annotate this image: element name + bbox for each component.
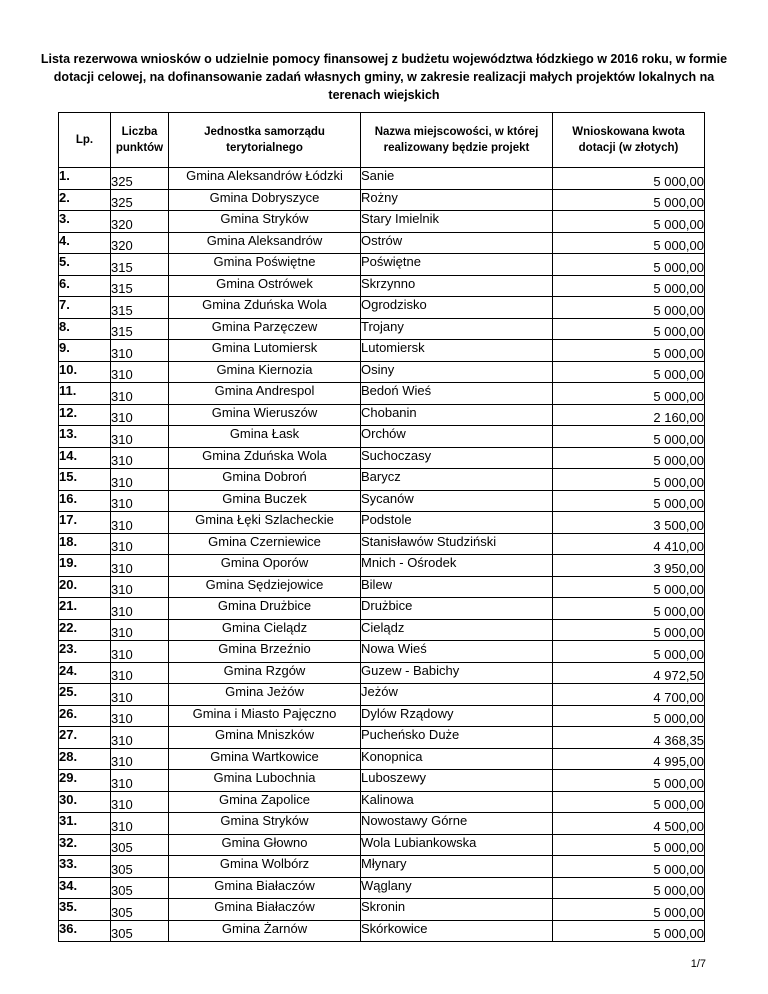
row-lp: 17. [59,512,111,534]
row-amount: 3 500,00 [553,512,705,534]
row-town: Skrzynno [361,275,553,297]
row-amount: 5 000,00 [553,791,705,813]
row-points: 310 [111,791,169,813]
table-row [59,813,705,835]
row-amount: 4 995,00 [553,748,705,770]
row-points: 310 [111,512,169,534]
row-unit: Gmina Brzeźnio [169,641,361,663]
row-points: 320 [111,211,169,233]
row-town: Skronin [361,899,553,921]
row-town: Chobanin [361,404,553,426]
row-lp: 19. [59,555,111,577]
row-town: Barycz [361,469,553,491]
row-lp: 10. [59,361,111,383]
table-row [59,232,705,254]
table-row [59,512,705,534]
row-unit: Gmina Zduńska Wola [169,297,361,319]
row-town: Orchów [361,426,553,448]
row-amount: 2 160,00 [553,404,705,426]
row-amount: 5 000,00 [553,211,705,233]
row-lp: 6. [59,275,111,297]
row-amount: 5 000,00 [553,877,705,899]
row-points: 310 [111,598,169,620]
table-row [59,168,705,190]
row-lp: 34. [59,877,111,899]
row-unit: Gmina Oporów [169,555,361,577]
table-row [59,791,705,813]
table-row [59,340,705,362]
table-row [59,641,705,663]
row-town: Kalinowa [361,791,553,813]
row-points: 305 [111,856,169,878]
table-row [59,748,705,770]
row-points: 315 [111,297,169,319]
row-town: Trojany [361,318,553,340]
row-town: Sanie [361,168,553,190]
row-points: 310 [111,533,169,555]
row-amount: 5 000,00 [553,426,705,448]
row-unit: Gmina Rzgów [169,662,361,684]
table-row [59,469,705,491]
row-unit: Gmina Wartkowice [169,748,361,770]
table-row [59,275,705,297]
row-town: Konopnica [361,748,553,770]
row-amount: 5 000,00 [553,168,705,190]
row-points: 305 [111,920,169,942]
header-lp: Lp. [59,113,111,168]
row-amount: 5 000,00 [553,834,705,856]
row-points: 310 [111,813,169,835]
row-town: Młynary [361,856,553,878]
row-points: 305 [111,899,169,921]
table-row [59,877,705,899]
row-unit: Gmina Andrespol [169,383,361,405]
table-row [59,899,705,921]
row-amount: 5 000,00 [553,318,705,340]
row-town: Lutomiersk [361,340,553,362]
row-points: 310 [111,404,169,426]
row-points: 320 [111,232,169,254]
table-row [59,533,705,555]
row-amount: 5 000,00 [553,490,705,512]
row-amount: 5 000,00 [553,189,705,211]
table-row [59,662,705,684]
table-row [59,705,705,727]
row-town: Nowostawy Górne [361,813,553,835]
row-lp: 3. [59,211,111,233]
row-points: 310 [111,727,169,749]
row-unit: Gmina Zapolice [169,791,361,813]
row-points: 315 [111,275,169,297]
row-unit: Gmina Kiernozia [169,361,361,383]
row-lp: 12. [59,404,111,426]
row-amount: 5 000,00 [553,619,705,641]
row-town: Jeżów [361,684,553,706]
table-row [59,318,705,340]
table-body [59,168,705,942]
row-points: 310 [111,555,169,577]
table-row [59,447,705,469]
row-lp: 22. [59,619,111,641]
row-unit: Gmina Żarnów [169,920,361,942]
row-unit: Gmina Jeżów [169,684,361,706]
row-town: Suchoczasy [361,447,553,469]
row-town: Drużbice [361,598,553,620]
row-lp: 32. [59,834,111,856]
row-lp: 14. [59,447,111,469]
row-unit: Gmina Łask [169,426,361,448]
row-unit: Gmina Sędziejowice [169,576,361,598]
row-amount: 4 500,00 [553,813,705,835]
row-town: Sycanów [361,490,553,512]
row-lp: 33. [59,856,111,878]
row-unit: Gmina Czerniewice [169,533,361,555]
row-points: 310 [111,705,169,727]
header-amount: Wnioskowana kwota dotacji (w złotych) [553,113,705,168]
row-points: 310 [111,340,169,362]
row-amount: 5 000,00 [553,899,705,921]
row-town: Podstole [361,512,553,534]
row-town: Osiny [361,361,553,383]
row-lp: 4. [59,232,111,254]
row-lp: 11. [59,383,111,405]
row-points: 310 [111,641,169,663]
row-unit: Gmina Lubochnia [169,770,361,792]
table-row [59,598,705,620]
reserve-list-table [58,112,705,942]
row-lp: 31. [59,813,111,835]
row-amount: 4 410,00 [553,533,705,555]
row-points: 310 [111,447,169,469]
row-amount: 4 972,50 [553,662,705,684]
row-town: Skórkowice [361,920,553,942]
row-points: 325 [111,189,169,211]
row-unit: Gmina Białaczów [169,899,361,921]
row-amount: 5 000,00 [553,576,705,598]
row-town: Bilew [361,576,553,598]
row-unit: Gmina Łęki Szlacheckie [169,512,361,534]
row-lp: 15. [59,469,111,491]
row-amount: 5 000,00 [553,275,705,297]
row-town: Rożny [361,189,553,211]
row-town: Stanisławów Studziński [361,533,553,555]
row-unit: Gmina Mniszków [169,727,361,749]
table-row [59,555,705,577]
row-lp: 28. [59,748,111,770]
row-lp: 7. [59,297,111,319]
row-amount: 5 000,00 [553,770,705,792]
row-points: 310 [111,490,169,512]
row-lp: 36. [59,920,111,942]
row-town: Pucheńsko Duże [361,727,553,749]
row-amount: 5 000,00 [553,383,705,405]
row-lp: 21. [59,598,111,620]
row-town: Dylów Rządowy [361,705,553,727]
row-unit: Gmina Cielądz [169,619,361,641]
row-amount: 5 000,00 [553,297,705,319]
row-lp: 13. [59,426,111,448]
row-amount: 5 000,00 [553,361,705,383]
row-town: Luboszewy [361,770,553,792]
row-amount: 3 950,00 [553,555,705,577]
table-row [59,404,705,426]
row-amount: 5 000,00 [553,254,705,276]
row-unit: Gmina Stryków [169,813,361,835]
row-lp: 29. [59,770,111,792]
row-amount: 5 000,00 [553,598,705,620]
page-number: 1/7 [690,958,706,970]
table-row [59,856,705,878]
row-amount: 4 700,00 [553,684,705,706]
row-points: 305 [111,834,169,856]
table-row [59,189,705,211]
row-town: Guzew - Babichy [361,662,553,684]
row-amount: 5 000,00 [553,469,705,491]
row-amount: 5 000,00 [553,856,705,878]
row-points: 310 [111,576,169,598]
row-lp: 8. [59,318,111,340]
row-unit: Gmina Zduńska Wola [169,447,361,469]
row-lp: 24. [59,662,111,684]
table-row [59,684,705,706]
row-unit: Gmina Białaczów [169,877,361,899]
row-town: Mnich - Ośrodek [361,555,553,577]
row-unit: Gmina Lutomiersk [169,340,361,362]
row-town: Ogrodzisko [361,297,553,319]
row-unit: Gmina Wieruszów [169,404,361,426]
row-unit: Gmina Drużbice [169,598,361,620]
row-lp: 5. [59,254,111,276]
row-unit: Gmina Buczek [169,490,361,512]
table-row [59,770,705,792]
row-points: 310 [111,684,169,706]
row-points: 310 [111,748,169,770]
row-amount: 5 000,00 [553,705,705,727]
row-points: 315 [111,318,169,340]
row-unit: Gmina Aleksandrów [169,232,361,254]
row-lp: 20. [59,576,111,598]
row-unit: Gmina Aleksandrów Łódzki [169,168,361,190]
row-lp: 18. [59,533,111,555]
row-lp: 27. [59,727,111,749]
row-amount: 5 000,00 [553,232,705,254]
row-unit: Gmina Dobroń [169,469,361,491]
table-row [59,254,705,276]
row-points: 310 [111,426,169,448]
table-row [59,383,705,405]
header-unit: Jednostka samorządu terytorialnego [169,113,361,168]
header-points: Liczba punktów [111,113,169,168]
table-row [59,920,705,942]
table-row [59,576,705,598]
table-row [59,727,705,749]
row-town: Stary Imielnik [361,211,553,233]
row-lp: 35. [59,899,111,921]
row-unit: Gmina Głowno [169,834,361,856]
row-amount: 5 000,00 [553,447,705,469]
table-row [59,834,705,856]
table-row [59,211,705,233]
row-unit: Gmina Wolbórz [169,856,361,878]
row-amount: 5 000,00 [553,340,705,362]
row-unit: Gmina Ostrówek [169,275,361,297]
row-lp: 23. [59,641,111,663]
row-town: Poświętne [361,254,553,276]
table-row [59,297,705,319]
row-points: 310 [111,770,169,792]
row-amount: 4 368,35 [553,727,705,749]
table-row [59,426,705,448]
row-points: 310 [111,383,169,405]
row-points: 310 [111,361,169,383]
row-lp: 1. [59,168,111,190]
row-town: Wąglany [361,877,553,899]
row-points: 305 [111,877,169,899]
row-amount: 5 000,00 [553,641,705,663]
row-lp: 16. [59,490,111,512]
row-lp: 2. [59,189,111,211]
row-points: 315 [111,254,169,276]
row-points: 310 [111,662,169,684]
table-row [59,619,705,641]
row-town: Bedoń Wieś [361,383,553,405]
row-town: Ostrów [361,232,553,254]
row-town: Cielądz [361,619,553,641]
row-town: Wola Lubiankowska [361,834,553,856]
table-row [59,361,705,383]
row-town: Nowa Wieś [361,641,553,663]
row-unit: Gmina Dobryszyce [169,189,361,211]
table-header-row [59,113,705,168]
table-row [59,490,705,512]
row-unit: Gmina i Miasto Pajęczno [169,705,361,727]
row-lp: 25. [59,684,111,706]
document-title: Lista rezerwowa wniosków o udzielnie pomocy finansowej z budżetu województwa łódzkiego w 2016 roku, w formie dotacji celowej, na dofinansowanie zadań własnych gminy, w zakresie realizacji małych projektów lokalnych na terenach wiejskich [40,52,728,102]
row-amount: 5 000,00 [553,920,705,942]
header-town: Nazwa miejscowości, w której realizowany będzie projekt [361,113,553,168]
row-points: 310 [111,619,169,641]
row-lp: 26. [59,705,111,727]
row-unit: Gmina Parzęczew [169,318,361,340]
row-unit: Gmina Stryków [169,211,361,233]
row-points: 310 [111,469,169,491]
row-unit: Gmina Poświętne [169,254,361,276]
row-points: 325 [111,168,169,190]
row-lp: 9. [59,340,111,362]
row-lp: 30. [59,791,111,813]
